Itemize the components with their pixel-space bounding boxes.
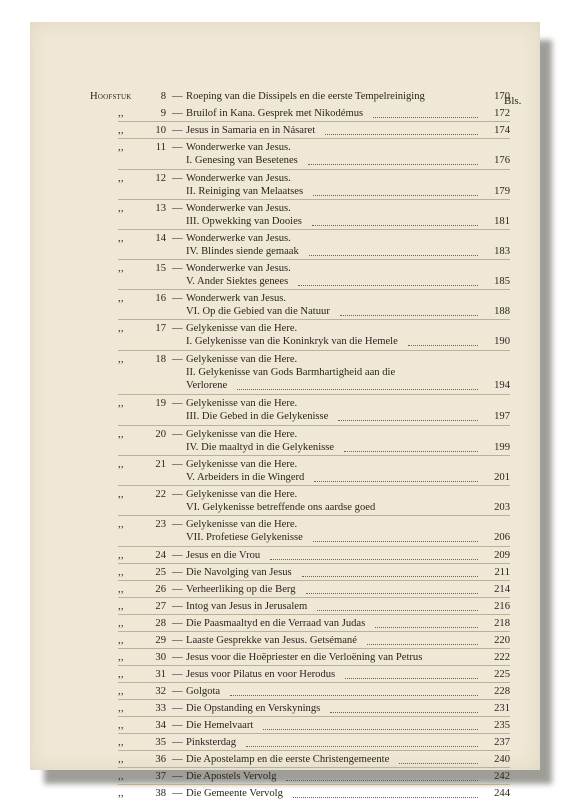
chapter-title-line: Wonderwerke van Jesus. [186,203,291,214]
em-dash: — [172,601,183,612]
toc-entry [30,232,540,257]
chapter-title-line: Golgota [186,686,221,697]
chapter-number: 33 [155,703,166,714]
toc-lead: ,, [118,142,124,153]
chapter-title [186,518,303,544]
chapter-number: 20 [155,429,166,440]
page-number: 214 [494,584,510,595]
chapter-title-line: Laaste Gesprekke van Jesus. Getsémané [186,635,357,646]
page-number: 222 [494,652,510,663]
chapter-title-line: Jesus in Samaria en in Násaret [186,125,316,136]
toc-lead: ,, [118,263,124,274]
chapter-title-line: Die Apostelamp en die eerste Christengemeente [186,754,390,765]
toc-lead: ,, [118,173,124,184]
chapter-title-line: IV. Blindes siende gemaak [186,246,299,257]
chapter-title [186,202,302,228]
em-dash: — [172,720,183,731]
dot-leader [338,419,478,421]
chapter-title-line: Jesus voor Pilatus en voor Herodus [186,669,336,680]
page-number: 240 [494,754,510,765]
toc-lead: ,, [118,489,124,500]
chapter-title [186,322,398,348]
page-number: 242 [494,771,510,782]
chapter-number: 37 [155,771,166,782]
toc-lead: ,, [118,737,124,748]
page-number: 194 [494,380,510,391]
chapter-number: 25 [155,567,166,578]
em-dash: — [172,354,183,365]
chapter-number: 17 [155,323,166,334]
em-dash: — [172,91,183,102]
row-rule [118,394,510,395]
toc-entry [30,322,540,347]
chapter-title-line: VI. Op die Gebied van die Natuur [186,306,330,317]
em-dash: — [172,635,183,646]
toc-lead: ,, [118,584,124,595]
chapter-title-line: II. Reiniging van Melaatses [186,186,304,197]
chapter-title-line: V. Ander Siektes genees [186,276,289,287]
chapter-number: 14 [155,233,166,244]
row-rule [118,199,510,200]
chapter-number: 27 [155,601,166,612]
chapter-title [186,397,328,423]
page-number: 188 [494,306,510,317]
chapter-title [186,428,334,454]
toc-entry [30,787,540,807]
chapter-title [186,549,260,562]
chapter-title-line: Wonderwerke van Jesus. [186,233,291,244]
row-rule [118,784,510,785]
em-dash: — [172,398,183,409]
chapter-title [186,232,299,258]
chapter-title-line: Die Paasmaaltyd en die Verraad van Judas [186,618,366,629]
dot-leader [286,779,478,781]
em-dash: — [172,125,183,136]
toc-lead: ,, [118,203,124,214]
page-number: 174 [494,125,510,136]
toc-lead: ,, [118,233,124,244]
chapter-number: 31 [155,669,166,680]
em-dash: — [172,584,183,595]
toc-lead: ,, [118,567,124,578]
dot-leader [313,540,478,542]
toc-lead: ,, [118,108,124,119]
chapter-title [186,787,283,800]
chapter-title [186,458,304,484]
dot-leader [298,284,478,286]
page-number: 225 [494,669,510,680]
em-dash: — [172,567,183,578]
chapter-number: 30 [155,652,166,663]
chapter-title-line: Gelykenisse van die Here. [186,459,298,470]
chapter-title-line: Gelykenisse van die Here. [186,519,298,530]
toc-lead: ,, [118,519,124,530]
em-dash: — [172,323,183,334]
page-number: 220 [494,635,510,646]
chapter-title-line: I. Gelykenisse van die Koninkryk van die Hemele [186,336,398,347]
page-number: 211 [494,567,510,578]
page-number: 172 [494,108,510,119]
chapter-number: 16 [155,293,166,304]
page-number: 235 [494,720,510,731]
toc-lead: ,, [118,398,124,409]
em-dash: — [172,203,183,214]
chapter-title-line: Die Hemelvaart [186,720,254,731]
chapter-title [186,770,276,783]
em-dash: — [172,771,183,782]
chapter-title [186,702,320,715]
chapter-number: 15 [155,263,166,274]
chapter-title-line: Gelykenisse van die Here. [186,354,298,365]
row-rule [118,665,510,666]
chapter-title-line: I. Genesing van Besetenes [186,155,298,166]
chapter-title-line: V. Arbeiders in die Wingerd [186,472,305,483]
em-dash: — [172,550,183,561]
toc-lead: ,, [118,703,124,714]
chapter-title-line: Roeping van die Dissipels en die eerste Tempelreiniging [186,91,425,102]
dot-leader [314,480,478,482]
dot-leader [237,388,478,390]
dot-leader [345,677,478,679]
chapter-title [186,141,298,167]
chapter-title [186,668,335,681]
row-rule [118,121,510,122]
chapter-number: 38 [155,788,166,799]
dot-leader [312,224,478,226]
dot-leader [309,254,478,256]
dot-leader [325,133,478,135]
toc-lead: ,, [118,293,124,304]
chapter-title-line: Die Apostels Vervolg [186,771,277,782]
chapter-title-line: Pinksterdag [186,737,237,748]
toc-entry [30,397,540,422]
chapter-number: 18 [155,354,166,365]
page-number: 231 [494,703,510,714]
row-rule [118,648,510,649]
chapter-title [186,107,363,120]
chapter-title-line: VI. Gelykenisse betreffende ons aardse goed [186,502,376,513]
row-rule [118,631,510,632]
chapter-title [186,600,307,613]
row-rule [118,614,510,615]
page-number: 228 [494,686,510,697]
row-rule [118,682,510,683]
chapter-number: 24 [155,550,166,561]
chapter-number: 34 [155,720,166,731]
chapter-title [186,172,303,198]
table-of-contents [30,22,540,799]
row-rule [118,515,510,516]
toc-entry [30,488,540,513]
page-number: 209 [494,550,510,561]
page-number: 244 [494,788,510,799]
toc-entry [30,172,540,197]
chapter-title-line: Gelykenisse van die Here. [186,398,298,409]
chapter-number: 26 [155,584,166,595]
row-rule [118,259,510,260]
em-dash: — [172,737,183,748]
dot-leader [340,314,478,316]
toc-lead: ,, [118,788,124,799]
toc-lead: ,, [118,618,124,629]
chapter-title-line: Wonderwerke van Jesus. [186,263,291,274]
chapter-title-line: Die Opstanding en Verskynings [186,703,321,714]
chapter-title-line: Die Navolging van Jesus [186,567,292,578]
toc-lead: ,, [118,601,124,612]
chapter-number: 8 [160,91,166,102]
chapter-number: 28 [155,618,166,629]
page-number: 176 [494,155,510,166]
chapter-title-line: Wonderwerke van Jesus. [186,142,291,153]
dot-leader [408,344,478,346]
dot-leader [367,643,478,645]
chapter-number: 23 [155,519,166,530]
dot-leader [373,116,478,118]
toc-lead: ,, [118,354,124,365]
row-rule [118,580,510,581]
em-dash: — [172,703,183,714]
dot-leader [313,194,478,196]
chapter-number: 21 [155,459,166,470]
row-rule [118,597,510,598]
page-number: 199 [494,442,510,453]
em-dash: — [172,686,183,697]
toc-lead: ,, [118,754,124,765]
chapter-number: 9 [160,108,166,119]
em-dash: — [172,489,183,500]
toc-lead: ,, [118,459,124,470]
chapter-title [186,90,425,103]
page-number: 179 [494,186,510,197]
row-rule [118,733,510,734]
row-rule [118,716,510,717]
em-dash: — [172,788,183,799]
chapter-title-line: III. Opwekking van Dooies [186,216,302,227]
page-number: 170 [494,91,510,102]
page-number: 190 [494,336,510,347]
row-rule [118,169,510,170]
page-number: 237 [494,737,510,748]
dot-leader [293,796,478,798]
chapter-title [186,753,389,766]
chapter-title-line: IV. Die maaltyd in die Gelykenisse [186,442,335,453]
em-dash: — [172,618,183,629]
page-number: 185 [494,276,510,287]
dot-leader [399,762,478,764]
toc-entry [30,141,540,166]
chapter-number: 12 [155,173,166,184]
em-dash: — [172,293,183,304]
chapter-number: 11 [155,142,166,153]
chapter-title-line: Verheerliking op die Berg [186,584,296,595]
em-dash: — [172,263,183,274]
toc-lead: ,, [118,635,124,646]
chapter-title [186,651,422,664]
em-dash: — [172,429,183,440]
chapter-title [186,736,236,749]
toc-entry [30,292,540,317]
page-number: 181 [494,216,510,227]
dot-leader [270,558,478,560]
chapter-title [186,685,220,698]
dot-leader [230,694,478,696]
em-dash: — [172,652,183,663]
page-number: 203 [494,502,510,513]
toc-lead: ,, [118,669,124,680]
row-rule [118,138,510,139]
row-rule [118,750,510,751]
toc-lead: ,, [118,771,124,782]
row-rule [118,563,510,564]
chapter-title-line: Gelykenisse van die Here. [186,489,298,500]
toc-lead: Hoofstuk [90,91,132,102]
toc-lead: ,, [118,720,124,731]
dot-leader [308,163,478,165]
chapter-title-line: Die Gemeente Vervolg [186,788,283,799]
book-page [30,22,540,799]
chapter-title-line: II. Gelykenisse van Gods Barmhartigheid aan die [186,367,396,378]
chapter-title [186,262,291,288]
em-dash: — [172,459,183,470]
chapter-title-line: Intog van Jesus in Jerusalem [186,601,308,612]
chapter-title-line: Jesus en die Vrou [186,550,261,561]
dot-leader [344,450,478,452]
toc-lead: ,, [118,429,124,440]
chapter-title [186,634,357,647]
page-number: 206 [494,532,510,543]
toc-entry [30,428,540,453]
toc-lead: ,, [118,652,124,663]
chapter-title [186,583,296,596]
toc-entry [30,202,540,227]
toc-lead: ,, [118,323,124,334]
chapter-title-line: Wonderwerk van Jesus. [186,293,287,304]
dot-leader [375,626,478,628]
chapter-title-line: Verlorene [186,380,228,391]
chapter-number: 32 [155,686,166,697]
chapter-title-line: III. Die Gebed in die Gelykenisse [186,411,329,422]
em-dash: — [172,142,183,153]
dot-leader [306,592,478,594]
chapter-title [186,617,365,630]
toc-entry [30,518,540,543]
chapter-title-line: Jesus voor die Hoëpriester en die Verloëning van Petrus [186,652,423,663]
chapter-number: 19 [155,398,166,409]
chapter-title [186,353,395,392]
em-dash: — [172,108,183,119]
chapter-title [186,124,315,137]
chapter-title [186,292,330,318]
em-dash: — [172,669,183,680]
chapter-number: 36 [155,754,166,765]
em-dash: — [172,233,183,244]
chapter-title [186,719,253,732]
toc-entry [30,458,540,483]
page-number: 183 [494,246,510,257]
chapter-title [186,488,375,514]
row-rule [118,767,510,768]
page-number: 197 [494,411,510,422]
chapter-title-line: Wonderwerke van Jesus. [186,173,291,184]
chapter-number: 22 [155,489,166,500]
chapter-number: 13 [155,203,166,214]
page-number: 216 [494,601,510,612]
row-rule [118,699,510,700]
chapter-title-line: Gelykenisse van die Here. [186,323,298,334]
em-dash: — [172,754,183,765]
chapter-title-line: Gelykenisse van die Here. [186,429,298,440]
em-dash: — [172,173,183,184]
toc-entry [30,353,540,391]
chapter-number: 29 [155,635,166,646]
row-rule [118,229,510,230]
toc-entry [30,262,540,287]
dot-leader [246,745,478,747]
row-rule [118,546,510,547]
page-number: 201 [494,472,510,483]
row-rule [118,350,510,351]
toc-lead: ,, [118,550,124,561]
em-dash: — [172,519,183,530]
chapter-number: 35 [155,737,166,748]
row-rule [118,425,510,426]
toc-lead: ,, [118,686,124,697]
dot-leader [302,575,478,577]
toc-lead: ,, [118,125,124,136]
row-rule [118,455,510,456]
chapter-title [186,566,292,579]
dot-leader [330,711,478,713]
page-number: 218 [494,618,510,629]
row-rule [118,319,510,320]
chapter-number: 10 [155,125,166,136]
pages-column-header: Bls. [504,95,522,107]
chapter-title-line: VII. Profetiese Gelykenisse [186,532,303,543]
dot-leader [317,609,478,611]
row-rule [118,485,510,486]
chapter-title-line: Bruilof in Kana. Gesprek met Nikodémus [186,108,364,119]
dot-leader [263,728,478,730]
row-rule [118,289,510,290]
